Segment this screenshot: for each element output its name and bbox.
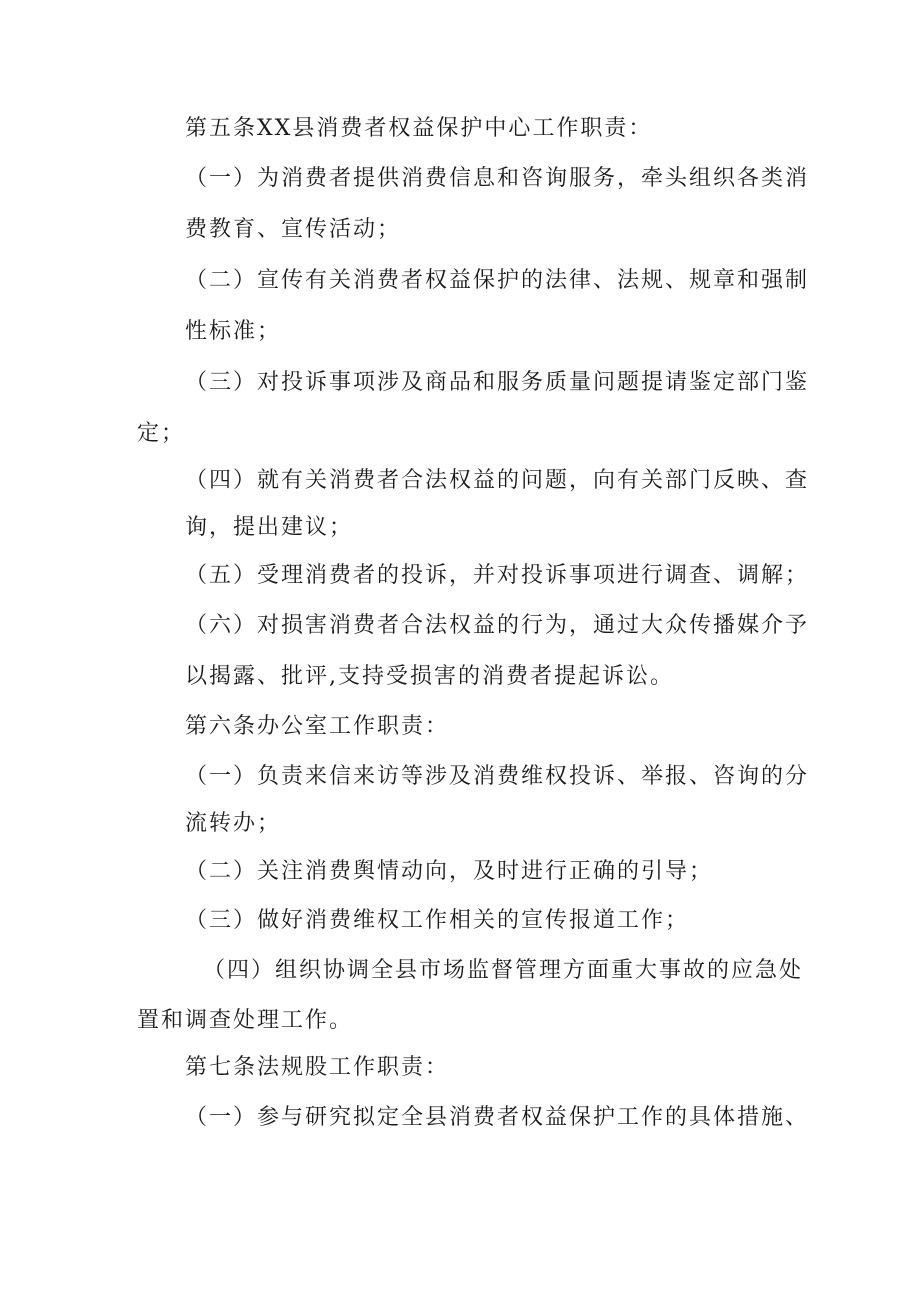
article-6-item-2: （二）关注消费舆情动向，及时进行正确的引导； — [185, 859, 714, 884]
article-6-heading: 第六条办公室工作职责： — [185, 714, 450, 739]
article-5-item-2-line-1: （二）宣传有关消费者权益保护的法律、法规、规章和强制 — [185, 268, 810, 293]
article-5-item-6-line-1: （六）对损害消费者合法权益的行为，通过大众传播媒介予 — [185, 613, 810, 638]
article-5-item-5: （五）受理消费者的投诉，并对投诉事项进行调查、调解； — [185, 563, 810, 588]
article-6-item-1-line-1: （一）负责来信来访等涉及消费维权投诉、举报、咨询的分 — [185, 764, 810, 789]
article-6-item-4-line-1: （四）组织协调全县市场监督管理方面重大事故的应急处 — [203, 958, 804, 983]
article-5-item-6-line-2: 以揭露、批评,支持受损害的消费者提起诉讼。 — [185, 664, 674, 689]
article-5-item-4-line-2: 询，提出建议； — [185, 515, 354, 540]
article-5-item-1-line-2: 费教育、宣传活动； — [185, 217, 402, 242]
article-7-heading: 第七条法规股工作职责： — [185, 1055, 450, 1080]
article-5-item-2-line-2: 性标准； — [185, 319, 282, 344]
article-5-item-3-line-1: （三）对投诉事项涉及商品和服务质量问题提请鉴定部门鉴 — [185, 370, 810, 395]
article-6-item-3: （三）做好消费维权工作相关的宣传报道工作； — [185, 908, 690, 933]
article-5-item-4-line-1: （四）就有关消费者合法权益的问题，向有关部门反映、查 — [185, 468, 810, 493]
article-5-item-1-line-1: （一）为消费者提供消费信息和咨询服务，牵头组织各类消 — [185, 166, 810, 191]
article-7-item-1-line-1: （一）参与研究拟定全县消费者权益保护工作的具体措施、 — [185, 1105, 810, 1130]
article-6-item-1-line-2: 流转办； — [185, 811, 282, 836]
article-5-heading: 第五条XX县消费者权益保护中心工作职责： — [185, 116, 653, 141]
article-5-item-3-line-2: 定； — [137, 421, 186, 446]
article-6-item-4-line-2: 置和调查处理工作。 — [137, 1008, 354, 1033]
